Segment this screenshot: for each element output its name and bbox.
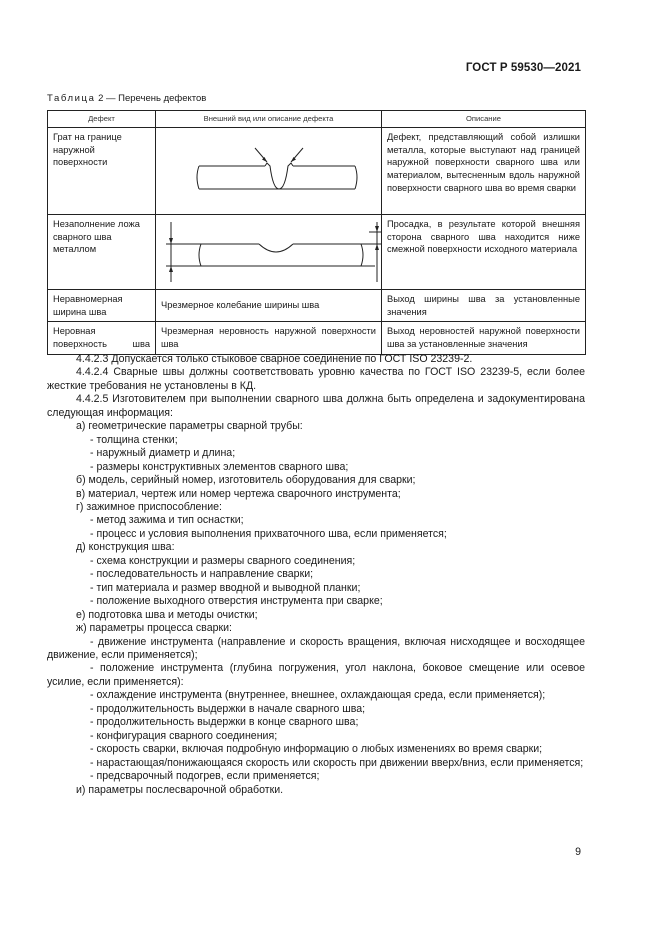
sub-list-item: - последовательность и направление сварки;: [90, 568, 314, 581]
list-item: а) геометрические параметры сварной трубы:: [76, 420, 303, 433]
defect-name-cell: Неровная поверхность шва: [48, 322, 156, 354]
table-caption: [47, 93, 206, 104]
column-header-appearance: Внешний вид или описание дефекта: [156, 111, 382, 128]
clause-4-4-2-4: 4.4.2.4 Сварные швы должны соответствовать уровню качества по ГОСТ ISO 23239-5, если более жесткие требования не установлены в КД.: [47, 366, 585, 392]
sub-list-item: - нарастающая/понижающаяся скорость или скорость при движении вверх/вниз, если применяется;: [90, 756, 584, 769]
defects-table: [47, 110, 586, 355]
sub-list-item: - продолжительность выдержки в начале сварного шва;: [90, 702, 366, 715]
defect-description-cell: Выход ширины шва за установленные значения: [382, 290, 586, 322]
appearance-cell: [156, 215, 382, 290]
sub-list-item: - конфигурация сварного соединения;: [90, 729, 278, 742]
column-header-defect: Дефект: [48, 111, 156, 128]
underfill-defect-drawing: [161, 218, 387, 286]
requirements-list: [47, 420, 585, 797]
defect-description-cell: Просадка, в результате которой внешняя сторона сварного шва находится ниже смежной поверхности исходного материала: [382, 215, 586, 290]
defect-name-cell: Неравномерная ширина шва: [48, 290, 156, 322]
defect-name-cell: Грат на границе наружной поверхности: [48, 128, 156, 215]
defect-description-cell: Выход неровностей наружной поверхности шва за установленные значения: [382, 322, 586, 354]
list-item: в) материал, чертеж или номер чертежа сварочного инструмента;: [76, 487, 401, 500]
sub-list-item: - положение выходного отверстия инструмента при сварке;: [90, 595, 383, 608]
sub-list-item: - движение инструмента (направление и скорость вращения, включая нисходящее и восходящее движение, если применяется);: [47, 635, 585, 661]
list-item: д) конструкция шва:: [76, 541, 175, 554]
clause-4-4-2-5: 4.4.2.5 Изготовителем при выполнении сварного шва должна быть определена и задокументирована следующая информация:: [47, 393, 585, 419]
sub-list-item: - процесс и условия выполнения прихваточного шва, если применяется;: [90, 527, 447, 540]
sub-list-item: - наружный диаметр и длина;: [90, 447, 236, 460]
sub-list-item: - скорость сварки, включая подробную информацию о любых изменениях во время сварки;: [90, 743, 543, 756]
list-item: и) параметры послесварочной обработки.: [76, 783, 284, 796]
column-header-description: Описание: [382, 111, 586, 128]
sub-list-item: - метод зажима и тип оснастки;: [90, 514, 244, 527]
clause-4-4-2-3: 4.4.2.3 Допускается только стыковое сварное соединение по ГОСТ ISO 23239-2.: [76, 353, 473, 365]
list-item: ж) параметры процесса сварки:: [76, 622, 232, 635]
table-row: [48, 290, 586, 322]
list-item: е) подготовка шва и методы очистки;: [76, 608, 258, 621]
flash-defect-drawing: [161, 131, 387, 211]
body-text: [47, 353, 585, 797]
sub-list-item: - предсварочный подогрев, если применяется;: [90, 770, 320, 783]
sub-list-item: - схема конструкции и размеры сварного соединения;: [90, 554, 356, 567]
defect-description-cell: Дефект, представляющий собой излишки металла, которые выступают над границей наружной поверхности сварного шва или материалом, вытесненным вдоль наружной поверхности сварного шва во время сварки: [382, 128, 586, 215]
list-item: г) зажимное приспособление:: [76, 500, 222, 513]
sub-list-item: - охлаждение инструмента (внутреннее, внешнее, охлаждающая среда, если применяется);: [90, 689, 546, 702]
table-row: [48, 128, 586, 215]
table-caption-title: 2 — Перечень дефектов: [95, 93, 207, 104]
sub-list-item: - размеры конструктивных элементов сварного шва;: [90, 460, 349, 473]
sub-list-item: - тип материала и размер вводной и выводной планки;: [90, 581, 361, 594]
page-number: 9: [575, 846, 581, 858]
appearance-cell: Чрезмерная неровность наружной поверхности шва: [156, 322, 382, 354]
appearance-cell: Чрезмерное колебание ширины шва: [156, 290, 382, 322]
table-row: [48, 215, 586, 290]
sub-list-item: - толщина стенки;: [90, 433, 178, 446]
sub-list-item: - положение инструмента (глубина погружения, угол наклона, боковое смещение или осевое усилие, если применяется):: [47, 662, 585, 688]
defect-name-cell: Незаполнение ложа сварного шва металлом: [48, 215, 156, 290]
document-code: ГОСТ Р 59530—2021: [465, 62, 581, 74]
table-caption-label: Таблица: [47, 93, 96, 104]
list-item: б) модель, серийный номер, изготовитель оборудования для сварки;: [76, 474, 416, 487]
table-row: [48, 322, 586, 354]
appearance-cell: [156, 128, 382, 215]
sub-list-item: - продолжительность выдержки в конце сварного шва;: [90, 716, 359, 729]
table-header-row: [48, 111, 586, 128]
